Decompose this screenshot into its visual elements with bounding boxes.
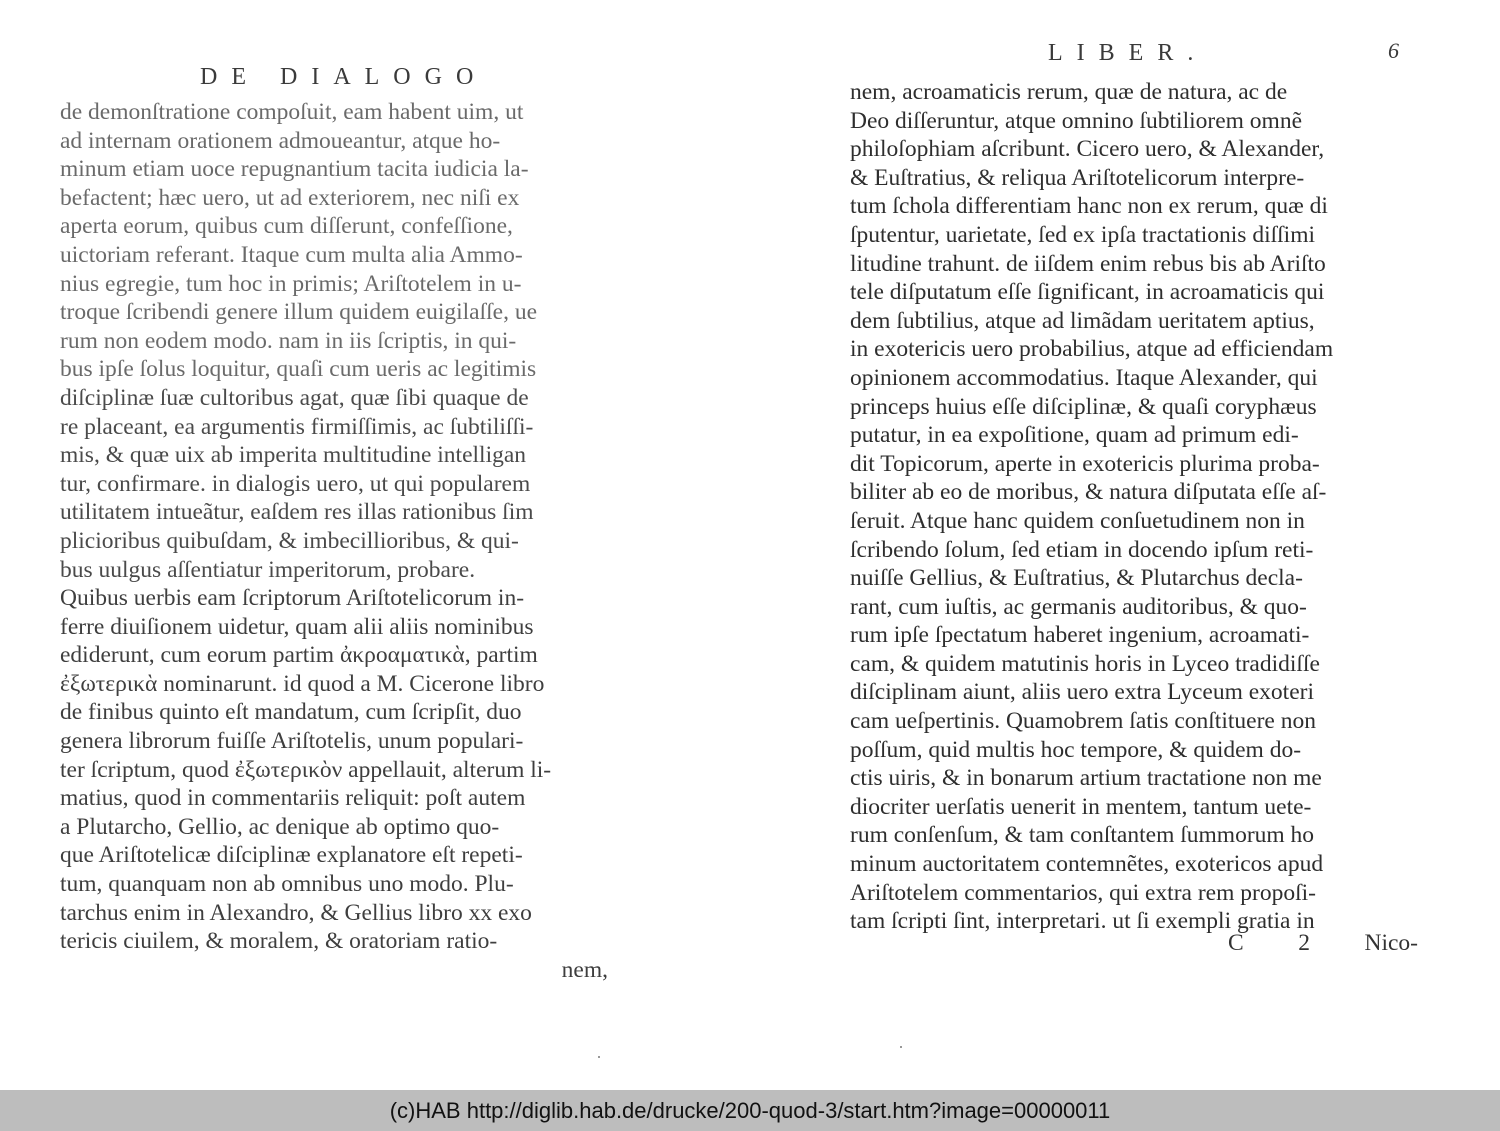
text-line: nius egregie, tum hoc in primis; Ariſtotelem in u- bbox=[60, 270, 522, 297]
text-line: uictoriam referant. Itaque cum multa alia Ammo- bbox=[60, 241, 523, 268]
footer-bar bbox=[0, 1090, 1500, 1131]
text-line: cam, & quidem matutinis horis in Lyceo tradidiſſe bbox=[850, 650, 1320, 677]
text-line: tele diſputatum eſſe ſignificant, in acroamaticis qui bbox=[850, 279, 1325, 306]
text-line: Deo diſſeruntur, atque omnino ſubtiliorem omnẽ bbox=[850, 107, 1302, 134]
catchword: Nico- bbox=[1364, 930, 1418, 956]
text-line: tericis ciuilem, & moralem, & oratoriam ratio- bbox=[60, 928, 498, 955]
signature-letter: C bbox=[1228, 930, 1244, 956]
text-line: putatur, in ea expoſitione, quam ad primum edi- bbox=[850, 422, 1299, 449]
text-line: rum conſenſum, & tam conſtantem ſummorum ho bbox=[850, 822, 1315, 849]
text-line: ferre diuiſionem uidetur, quam alii aliis nominibus bbox=[60, 613, 534, 640]
text-line: litudine trahunt. de iiſdem enim rebus bis ab Ariſto bbox=[850, 250, 1326, 277]
text-line: diſciplinam aiunt, aliis uero extra Lyceum exoteri bbox=[850, 679, 1314, 706]
text-line: re placeant, ea argumentis firmiſſimis, ac ſubtiliſſi- bbox=[60, 413, 534, 440]
left-text-block bbox=[60, 98, 608, 984]
signature-number: 2 bbox=[1298, 930, 1310, 956]
text-line: princeps huius eſſe diſciplinæ, & quaſi coryphæus bbox=[850, 393, 1317, 420]
text-line: poſſum, quid multis hoc tempore, & quidem do- bbox=[850, 736, 1302, 763]
text-line: in exotericis uero probabilius, atque ad efficiendam bbox=[850, 336, 1334, 363]
text-line: diocriter uerſatis uenerit in mentem, tantum uete- bbox=[850, 793, 1312, 820]
text-line: mis, & quæ uix ab imperita multitudine intelligan bbox=[60, 442, 527, 469]
footer-credit: (c)HAB http://diglib.hab.de/drucke/200-quod-3/start.htm?image=00000011 bbox=[389, 1097, 1111, 1123]
text-line: tum, quanquam non ab omnibus uno modo. Plu- bbox=[60, 871, 514, 898]
text-line: que Ariſtotelicæ diſciplinæ explanatore eſt repeti- bbox=[60, 842, 523, 869]
text-line: tam ſcripti ſint, interpretari. ut ſi exempli gratia in bbox=[850, 908, 1315, 935]
text-line: tur, confirmare. in dialogis uero, ut qui popularem bbox=[60, 470, 531, 497]
text-line: ſeruit. Atque hanc quidem conſuetudinem non in bbox=[850, 507, 1305, 534]
page-number: 6 bbox=[1388, 38, 1399, 63]
text-line: philoſophiam aſcribunt. Cicero uero, & Alexander, bbox=[850, 136, 1325, 163]
text-line: Ariſtotelem commentarios, qui extra rem propoſi- bbox=[850, 879, 1316, 906]
text-line: matius, quod in commentariis reliquit: poſt autem bbox=[60, 785, 526, 812]
text-line: de finibus quinto eſt mandatum, cum ſcripſit, duo bbox=[60, 699, 522, 726]
text-line: tum ſchola differentiam hanc non ex rerum, quæ di bbox=[850, 193, 1328, 220]
text-line: bus ipſe ſolus loquitur, quaſi cum ueris ac legitimis bbox=[60, 356, 537, 383]
text-line: diſciplinæ ſuæ cultoribus agat, quæ ſibi quaque de bbox=[60, 384, 529, 411]
text-line: Quibus uerbis eam ſcriptorum Ariſtotelicorum in- bbox=[60, 585, 525, 612]
text-line: cam ueſpertinis. Quamobrem ſatis conſtituere non bbox=[850, 708, 1316, 735]
text-line: ſputentur, uarietate, ſed ex ipſa tractationis diſſimi bbox=[850, 221, 1315, 248]
text-line: minum etiam uoce repugnantium tacita iudicia la- bbox=[60, 156, 529, 183]
left-running-head: DE DIALOGO bbox=[200, 64, 488, 90]
text-line: plicioribus quibuſdam, & imbecillioribus, & qui- bbox=[60, 527, 519, 554]
text-line: rum ipſe ſpectatum haberet ingenium, acroamati- bbox=[850, 622, 1310, 649]
text-line: utilitatem intueãtur, eaſdem res illas rationibus ſim bbox=[60, 499, 534, 526]
text-line: minum auctoritatem contemnẽtes, exotericos apud bbox=[850, 851, 1324, 878]
text-line: rant, cum iuſtis, ac germanis auditoribus, & quo- bbox=[850, 593, 1307, 620]
right-running-head: LIBER. bbox=[1048, 40, 1208, 66]
text-line: dit Topicorum, aperte in exotericis plurima proba- bbox=[850, 450, 1320, 477]
text-line: a Plutarcho, Gellio, ac denique ab optimo quo- bbox=[60, 813, 500, 840]
text-line: nuiſſe Gellius, & Euſtratius, & Plutarchus decla- bbox=[850, 565, 1303, 592]
text-line: opinionem accommodatius. Itaque Alexander, qui bbox=[850, 364, 1318, 391]
text-line: ter ſcriptum, quod ἐξωτερικὸν appellauit, alterum li- bbox=[60, 756, 552, 783]
text-line: aperta eorum, quibus cum diſſerunt, confeſſione, bbox=[60, 213, 513, 240]
text-line: nem, acroamaticis rerum, quæ de natura, ac de bbox=[850, 79, 1288, 105]
text-line: ſcribendo ſolum, ſed etiam in docendo ipſum reti- bbox=[850, 536, 1314, 563]
text-line: tarchus enim in Alexandro, & Gellius libro xx exo bbox=[60, 899, 532, 926]
text-line: bus uulgus aſſentiatur imperitorum, probare. bbox=[60, 556, 476, 583]
gutter-speck bbox=[900, 1046, 902, 1048]
text-line: nem, bbox=[561, 956, 608, 983]
right-text-block bbox=[850, 78, 1333, 936]
text-line: genera librorum fuiſſe Ariſtotelis, unum populari- bbox=[60, 728, 524, 755]
text-line: ἐξωτερικὰ nominarunt. id quod a M. Cicerone libro bbox=[60, 670, 545, 697]
text-line: dem ſubtilius, atque ad limãdam ueritatem aptius, bbox=[850, 307, 1315, 334]
text-line: troque ſcribendi genere illum quidem euigilaſſe, ue bbox=[60, 299, 538, 326]
catchword-line bbox=[1228, 930, 1418, 957]
text-line: ediderunt, cum eorum partim ἀκροαματικὰ, partim bbox=[60, 642, 538, 669]
text-line: biliter ab eo de moribus, & natura diſputata eſſe aſ- bbox=[850, 479, 1327, 506]
gutter-speck bbox=[598, 1056, 600, 1058]
text-line: de demonſtratione compoſuit, eam habent uim, ut bbox=[60, 99, 524, 125]
text-line: & Euſtratius, & reliqua Ariſtotelicorum interpre- bbox=[850, 164, 1305, 191]
text-line: befactent; hæc uero, ut ad exteriorem, nec niſi ex bbox=[60, 184, 520, 211]
text-line: rum non eodem modo. nam in iis ſcriptis, in qui- bbox=[60, 327, 517, 354]
text-line: ad internam orationem admoueantur, atque ho- bbox=[60, 127, 501, 154]
text-line: ctis uiris, & in bonarum artium tractatione non me bbox=[850, 765, 1322, 792]
